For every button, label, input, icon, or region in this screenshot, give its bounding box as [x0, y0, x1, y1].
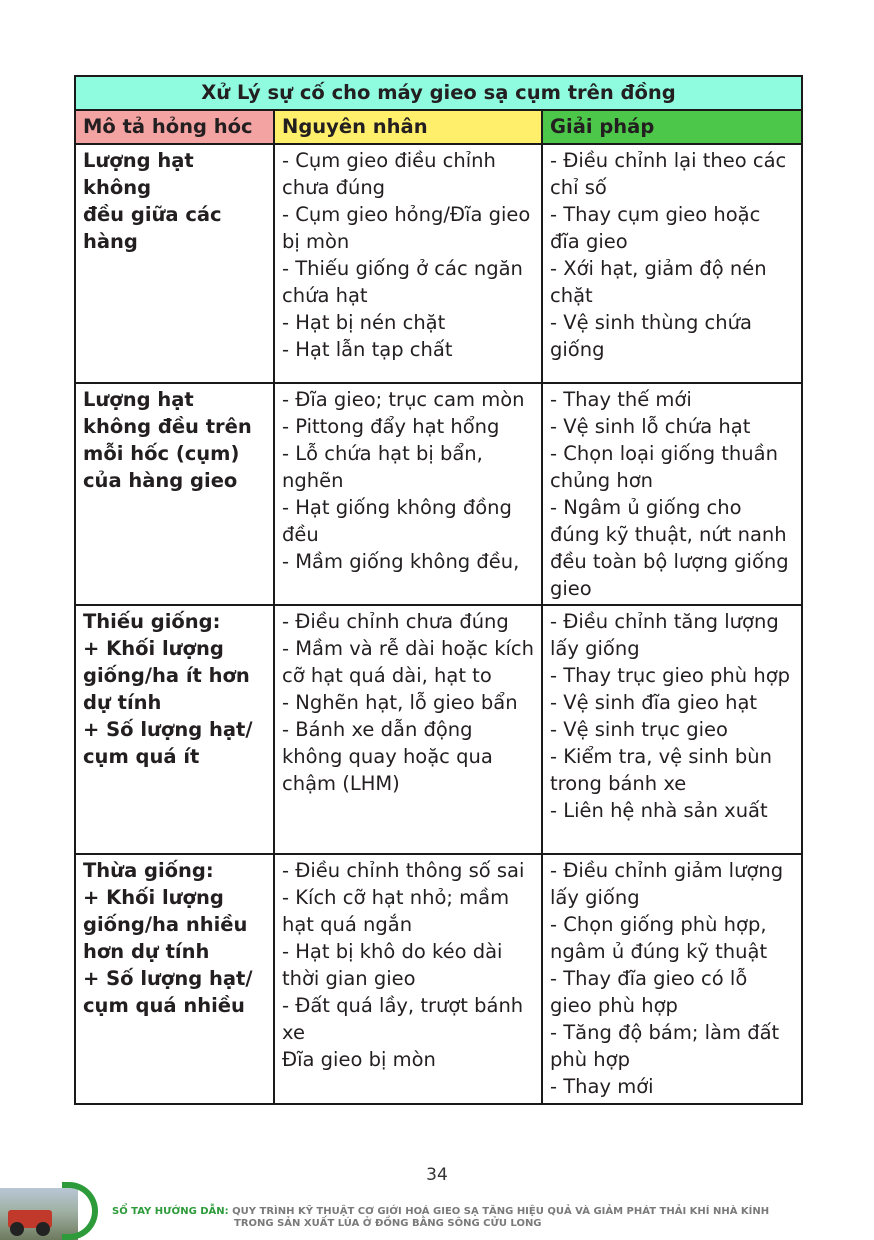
desc-line: giống/ha ít hơn	[83, 664, 250, 687]
table-row	[75, 854, 802, 1104]
cause-item: - Kích cỡ hạt nhỏ; mầm hạt quá ngắn	[282, 886, 510, 936]
desc-line: cụm quá ít	[83, 745, 200, 768]
solution-item: - Thay thế mới	[550, 388, 692, 411]
solution-item: - Điều chỉnh tăng lượng lấy giống	[550, 610, 779, 660]
fault-description	[75, 605, 274, 854]
footer-lead: SỔ TAY HƯỚNG DẪN:	[112, 1206, 229, 1217]
fault-solution	[542, 144, 802, 383]
cause-item: - Đĩa gieo; trục cam mòn	[282, 388, 525, 411]
cause-item: - Cụm gieo điều chỉnh chưa đúng	[282, 149, 496, 199]
footer-arc-decoration	[62, 1182, 98, 1240]
cause-item: - Đất quá lầy, trượt bánh xe	[282, 994, 524, 1044]
fault-cause	[274, 854, 542, 1104]
desc-line: dự tính	[83, 691, 162, 714]
cause-item: - Mầm giống không đều,	[282, 550, 520, 573]
solution-item: - Ngâm ủ giống cho đúng kỹ thuật, nứt nanh đều toàn bộ lượng giống gieo	[550, 496, 789, 600]
cause-item: - Điều chỉnh thông số sai	[282, 859, 525, 882]
cause-item: - Thiếu giống ở các ngăn chứa hạt	[282, 257, 523, 307]
cause-item: - Hạt giống không đồng đều	[282, 496, 512, 546]
desc-line: + Khối lượng	[83, 637, 224, 660]
fault-solution	[542, 854, 802, 1104]
fault-description	[75, 383, 274, 605]
table-row	[75, 605, 802, 854]
fault-solution	[542, 605, 802, 854]
solution-item: - Chọn loại giống thuần chủng hơn	[550, 442, 778, 492]
header-solution: Giải pháp	[542, 110, 802, 144]
desc-line: đều giữa các	[83, 203, 222, 226]
solution-item: - Thay đĩa gieo có lỗ gieo phù hợp	[550, 967, 748, 1017]
fault-cause	[274, 383, 542, 605]
cause-item: - Hạt bị nén chặt	[282, 311, 446, 334]
solution-item: - Vệ sinh lỗ chứa hạt	[550, 415, 751, 438]
desc-line: Thiếu giống:	[83, 610, 221, 633]
solution-item: - Liên hệ nhà sản xuất	[550, 799, 768, 822]
desc-line: Lượng hạt	[83, 388, 194, 411]
cause-item: - Pittong đẩy hạt hổng	[282, 415, 500, 438]
desc-line: Lượng hạt không	[83, 149, 194, 199]
desc-line: + Số lượng hạt/	[83, 967, 253, 990]
desc-line: + Số lượng hạt/	[83, 718, 253, 741]
cause-item: - Mầm và rễ dài hoặc kích cỡ hạt quá dài, hạt to	[282, 637, 534, 687]
fault-description	[75, 144, 274, 383]
desc-line: + Khối lượng	[83, 886, 224, 909]
wheel-shape	[10, 1222, 24, 1236]
footer-line-1: QUY TRÌNH KỸ THUẬT CƠ GIỚI HOÁ GIEO SẠ TĂNG HIỆU QUẢ VÀ GIẢM PHÁT THẢI KHÍ NHÀ KÍNH	[232, 1206, 770, 1217]
solution-item: - Chọn giống phù hợp, ngâm ủ đúng kỹ thuật	[550, 913, 768, 963]
cause-item: - Hạt bị khô do kéo dài thời gian gieo	[282, 940, 503, 990]
desc-line: mỗi hốc (cụm)	[83, 442, 240, 465]
solution-item: - Thay trục gieo phù hợp	[550, 664, 791, 687]
solution-item: - Kiểm tra, vệ sinh bùn trong bánh xe	[550, 745, 772, 795]
cause-item: - Cụm gieo hỏng/Đĩa gieo bị mòn	[282, 203, 531, 253]
table-row	[75, 383, 802, 605]
solution-item: - Điều chỉnh lại theo các chỉ số	[550, 149, 787, 199]
desc-line: cụm quá nhiều	[83, 994, 245, 1017]
solution-item: - Vệ sinh thùng chứa giống	[550, 311, 752, 361]
fault-cause	[274, 144, 542, 383]
page-number: 34	[426, 1165, 448, 1185]
fault-cause	[274, 605, 542, 854]
footer-line-2: TRONG SẢN XUẤT LÚA Ở ĐỒNG BẰNG SÔNG CỬU LONG	[234, 1218, 542, 1229]
solution-item: - Xới hạt, giảm độ nén chặt	[550, 257, 767, 307]
fault-description	[75, 854, 274, 1104]
solution-item: - Thay mới	[550, 1075, 654, 1098]
table-title: Xử Lý sự cố cho máy gieo sạ cụm trên đồng	[75, 76, 802, 110]
cause-item: - Điều chỉnh chưa đúng	[282, 610, 509, 633]
desc-line: hàng	[83, 230, 138, 253]
solution-item: - Thay cụm gieo hoặc đĩa gieo	[550, 203, 761, 253]
solution-item: - Vệ sinh trục gieo	[550, 718, 728, 741]
cause-item: - Lỗ chứa hạt bị bẩn, nghẽn	[282, 442, 483, 492]
troubleshooting-table	[74, 75, 803, 1105]
fault-solution	[542, 383, 802, 605]
header-cause: Nguyên nhân	[274, 110, 542, 144]
solution-item: - Vệ sinh đĩa gieo hạt	[550, 691, 758, 714]
header-description: Mô tả hỏng hóc	[75, 110, 274, 144]
cause-item: Đĩa gieo bị mòn	[282, 1048, 436, 1071]
desc-line: của hàng gieo	[83, 469, 238, 492]
cause-item: - Nghẽn hạt, lỗ gieo bẩn	[282, 691, 518, 714]
desc-line: không đều trên	[83, 415, 252, 438]
desc-line: giống/ha nhiều	[83, 913, 248, 936]
cause-item: - Hạt lẫn tạp chất	[282, 338, 453, 361]
solution-item: - Điều chỉnh giảm lượng lấy giống	[550, 859, 784, 909]
wheel-shape	[36, 1222, 50, 1236]
desc-line: Thừa giống:	[83, 859, 214, 882]
footer-text	[112, 1206, 812, 1230]
solution-item: - Tăng độ bám; làm đất phù hợp	[550, 1021, 780, 1071]
desc-line: hơn dự tính	[83, 940, 210, 963]
cause-item: - Bánh xe dẫn động không quay hoặc qua chậm (LHM)	[282, 718, 493, 795]
table-row	[75, 144, 802, 383]
page-footer	[0, 1180, 874, 1240]
